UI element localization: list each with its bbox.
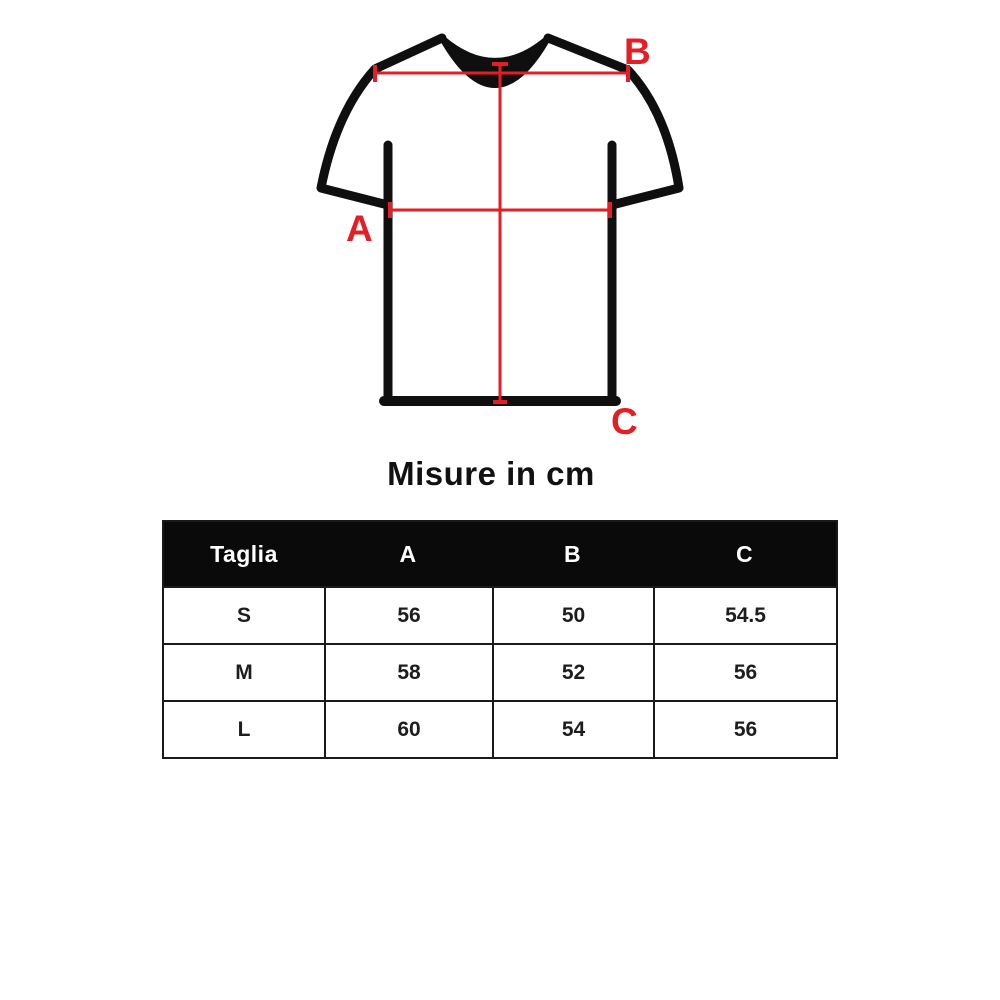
measure-label-a: A <box>346 208 373 249</box>
shirt-outline-left <box>321 38 442 205</box>
table-cell-a: 60 <box>324 700 492 757</box>
table-cell-b: 50 <box>492 586 653 643</box>
column-header-c: C <box>653 522 836 586</box>
page-title: Misure in cm <box>387 455 595 492</box>
column-header-b: B <box>492 522 653 586</box>
measure-label-b: B <box>624 31 651 72</box>
table-cell-a: 58 <box>324 643 492 700</box>
table-cell-c: 54.5 <box>653 586 836 643</box>
size-table <box>162 520 838 759</box>
measure-label-c: C <box>611 401 638 442</box>
column-header-taglia: Taglia <box>164 522 324 586</box>
table-cell-c: 56 <box>653 700 836 757</box>
table-cell-size: L <box>164 700 324 757</box>
table-cell-size: S <box>164 586 324 643</box>
table-cell-a: 56 <box>324 586 492 643</box>
table-cell-c: 56 <box>653 643 836 700</box>
column-header-a: A <box>324 522 492 586</box>
shirt-collar <box>442 38 548 85</box>
table-cell-b: 52 <box>492 643 653 700</box>
tshirt-diagram <box>0 0 1000 460</box>
table-cell-b: 54 <box>492 700 653 757</box>
table-cell-size: M <box>164 643 324 700</box>
